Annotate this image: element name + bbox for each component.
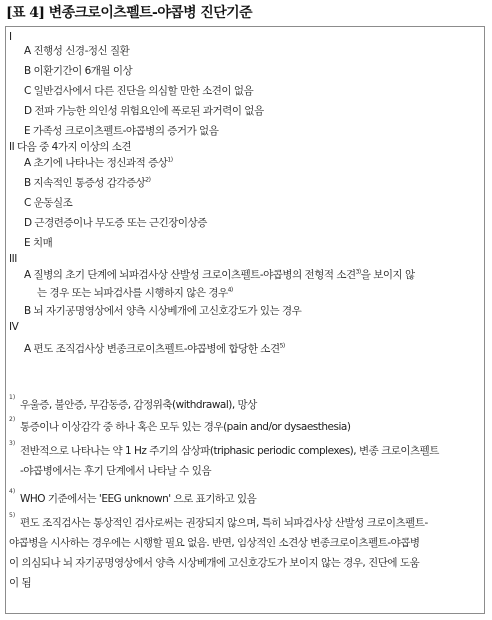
footnote-3-mark: 3) — [9, 440, 16, 447]
criterion-i-a: A 진행성 신경-정신 질환 — [24, 45, 130, 57]
criterion-iii-a-line2: 는 경우 또는 뇌파검사를 시행하지 않은 경우$^{4)}$ — [37, 286, 233, 299]
section-i-label: I — [9, 31, 12, 43]
criterion-iv-a: A 편도 조직검사상 변종크로이츠펠트-야콥병에 합당한 소견$^{5)}$ — [24, 342, 285, 355]
criterion-ii-c: C 운동실조 — [24, 197, 73, 209]
criterion-iii-a-line1: A 질병의 초기 단계에 뇌파검사상 산발성 크로이츠펠트-야콥병의 전형적 소견$^{3)}$을 보이지 않 — [24, 268, 415, 281]
footnote-5-text-line2: 야콥병을 시사하는 경우에는 시행할 필요 없음. 반면, 임상적인 소견상 변종크로이츠펠트-야콥병 — [9, 537, 420, 549]
footnote-2-text: 통증이나 이상감각 중 하나 혹은 모두 있는 경우(pain and/or dysaesthesia) — [20, 421, 351, 433]
section-iv-label: IV — [9, 321, 19, 333]
footnote-3-text-line2: -야콥병에서는 후기 단계에서 나타날 수 있음 — [20, 465, 212, 477]
section-iii-label: III — [9, 253, 17, 265]
criterion-i-e: E 가족성 크로이츠펠트-야콥병의 증거가 없음 — [24, 125, 219, 137]
footnote-4-mark: 4) — [9, 488, 16, 495]
footnote-5-text-line1: 편도 조직검사는 통상적인 검사로써는 권장되지 않으며, 특히 뇌파검사상 산발성 크로이츠펠트- — [20, 517, 428, 529]
criterion-i-d: D 전파 가능한 의인성 위험요인에 폭로된 과거력이 없음 — [24, 105, 264, 117]
criterion-ii-b: B 지속적인 통증성 감각증상$^{2)}$ — [24, 176, 151, 189]
criterion-ii-a: A 초기에 나타나는 정신과적 증상$^{1)}$ — [24, 156, 173, 169]
footnote-1-text: 우울증, 불안증, 무감동증, 감정위축(withdrawal), 망상 — [20, 399, 257, 411]
criterion-iii-b: B 뇌 자기공명영상에서 양측 시상베개에 고신호강도가 있는 경우 — [24, 305, 302, 317]
footnote-4-text: WHO 기준에서는 'EEG unknown' 으로 표기하고 있음 — [20, 493, 257, 505]
footnote-2-mark: 2) — [9, 416, 16, 423]
footnote-5-text-line3: 이 의심되나 뇌 자기공명영상에서 양측 시상베개에 고신호강도가 보이지 않는 경우, 진단에 도움 — [9, 557, 420, 569]
footnote-1-mark: 1) — [9, 394, 16, 401]
footnote-5-mark: 5) — [9, 512, 16, 519]
criterion-i-b: B 이환기간이 6개월 이상 — [24, 65, 133, 77]
footnote-5-text-line4: 이 됨 — [9, 577, 32, 589]
criterion-ii-e: E 치매 — [24, 237, 53, 249]
criterion-ii-d: D 근경련증이나 무도증 또는 근긴장이상증 — [24, 217, 207, 229]
criterion-i-c: C 일반검사에서 다른 진단을 의심할 만한 소견이 없음 — [24, 85, 254, 97]
footnote-3-text-line1: 전반적으로 나타나는 약 1 Hz 주기의 삼상파(triphasic periodic complexes), 변종 크로이츠펠트 — [20, 445, 439, 457]
section-ii-label: II 다음 중 4가지 이상의 소견 — [9, 141, 131, 153]
table-title: [표 4] 변종크로이츠펠트-야콥병 진단기준 — [6, 5, 253, 21]
